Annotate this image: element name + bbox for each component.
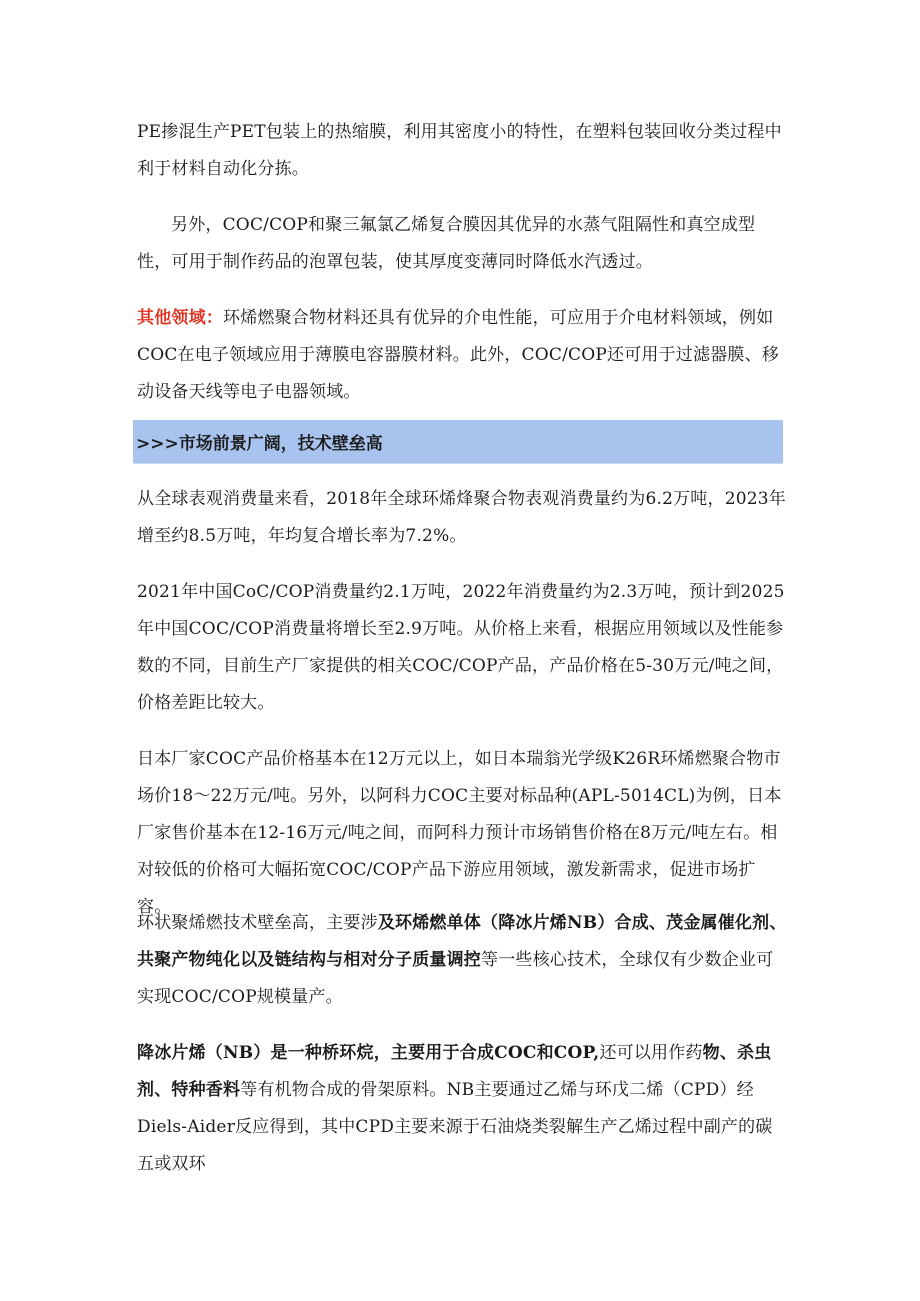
paragraph-bold-text: 物、杀虫剂、特种香料 — [137, 1043, 772, 1100]
paragraph-japan-pricing — [137, 741, 787, 926]
paragraph-text: PE掺混生产PET包装上的热缩膜，利用其密度小的特性，在塑料包装回收分类过程中利于材料自动化分拣。 — [137, 122, 782, 179]
paragraph-text: 2021年中国CoC/COP消费量约2.1万吨，2022年消费量约为2.3万吨，预计到2025年中国COC/COP消费量将增长至2.9万吨。从价格上来看，根据应用领域以及性能参数的不同，目前生产厂家提供的相关COC/COP产品，产品价格在5-30万元/吨之间，价格差距比较大。 — [137, 582, 785, 713]
paragraph-text: 等有机物合成的骨架原料。NB主要通过乙烯与环戊二烯（CPD）经Diels-Aider反应得到，其中CPD主要来源于石油烧类裂解生产乙烯过程中副产的碳五或双环 — [137, 1080, 773, 1174]
paragraph-technical-barriers — [137, 905, 787, 1016]
paragraph-text: 另外，COC/COP和聚三氟氯乙烯复合膜因其优异的水蒸气阻隔性和真空成型性，可用于制作药品的泡罩包装，使其厚度变薄同时降低水汽透过。 — [137, 215, 756, 272]
paragraph-norbornene — [137, 1035, 787, 1183]
paragraph-china-consumption — [137, 574, 787, 722]
section-heading-title: >>>市场前景广阔，技术壁垒高 — [136, 434, 383, 454]
other-fields-label: 其他领域： — [137, 308, 223, 328]
paragraph-text: 等一些核心技术，全球仅有少数企业可实现COC/COP规模量产。 — [137, 950, 774, 1007]
paragraph-blister-packaging — [137, 207, 787, 281]
paragraph-other-fields — [137, 300, 787, 411]
paragraph-text: 还可以用作药 — [599, 1043, 703, 1063]
paragraph-bold-text: 及环烯燃单体（降冰片烯NB）合成、茂金属催化剂、共聚产物纯化以及链结构与相对分子质量调控 — [137, 913, 787, 970]
paragraph-bold-text: 降冰片烯（NB）是一种桥环烷，主要用于合成COC和COP, — [137, 1043, 600, 1063]
paragraph-text: 环烯燃聚合物材料还具有优异的介电性能，可应用于介电材料领域，例如COC在电子领域应用于薄膜电容器膜材料。此外，COC/COP还可用于过滤器膜、移动设备天线等电子电器领域。 — [137, 308, 780, 402]
section-heading-bar — [133, 420, 783, 463]
paragraph-text: 从全球表观消费量来看，2018年全球环烯烽聚合物表观消费量约为6.2万吨，2023年增至约8.5万吨，年均复合增长率为7.2%。 — [137, 489, 786, 546]
paragraph-text: 环状聚烯燃技术壁垒高，主要涉 — [137, 913, 378, 933]
paragraph-text: 日本厂家COC产品价格基本在12万元以上，如日本瑞翁光学级K26R环烯燃聚合物市场价18～22万元/吨。另外，以阿科力COC主要对标品种(APL-5014CL)为例，日本厂家售价基本在12-16万元/吨之间，而阿科力预计市场销售价格在8万元/吨左右。相对较低的价格可大幅拓宽COC/COP产品下游应用领域，激发新需求，促进市场扩容。 — [137, 749, 782, 917]
paragraph-global-consumption — [137, 481, 787, 555]
paragraph-heat-shrink-film — [137, 114, 787, 188]
